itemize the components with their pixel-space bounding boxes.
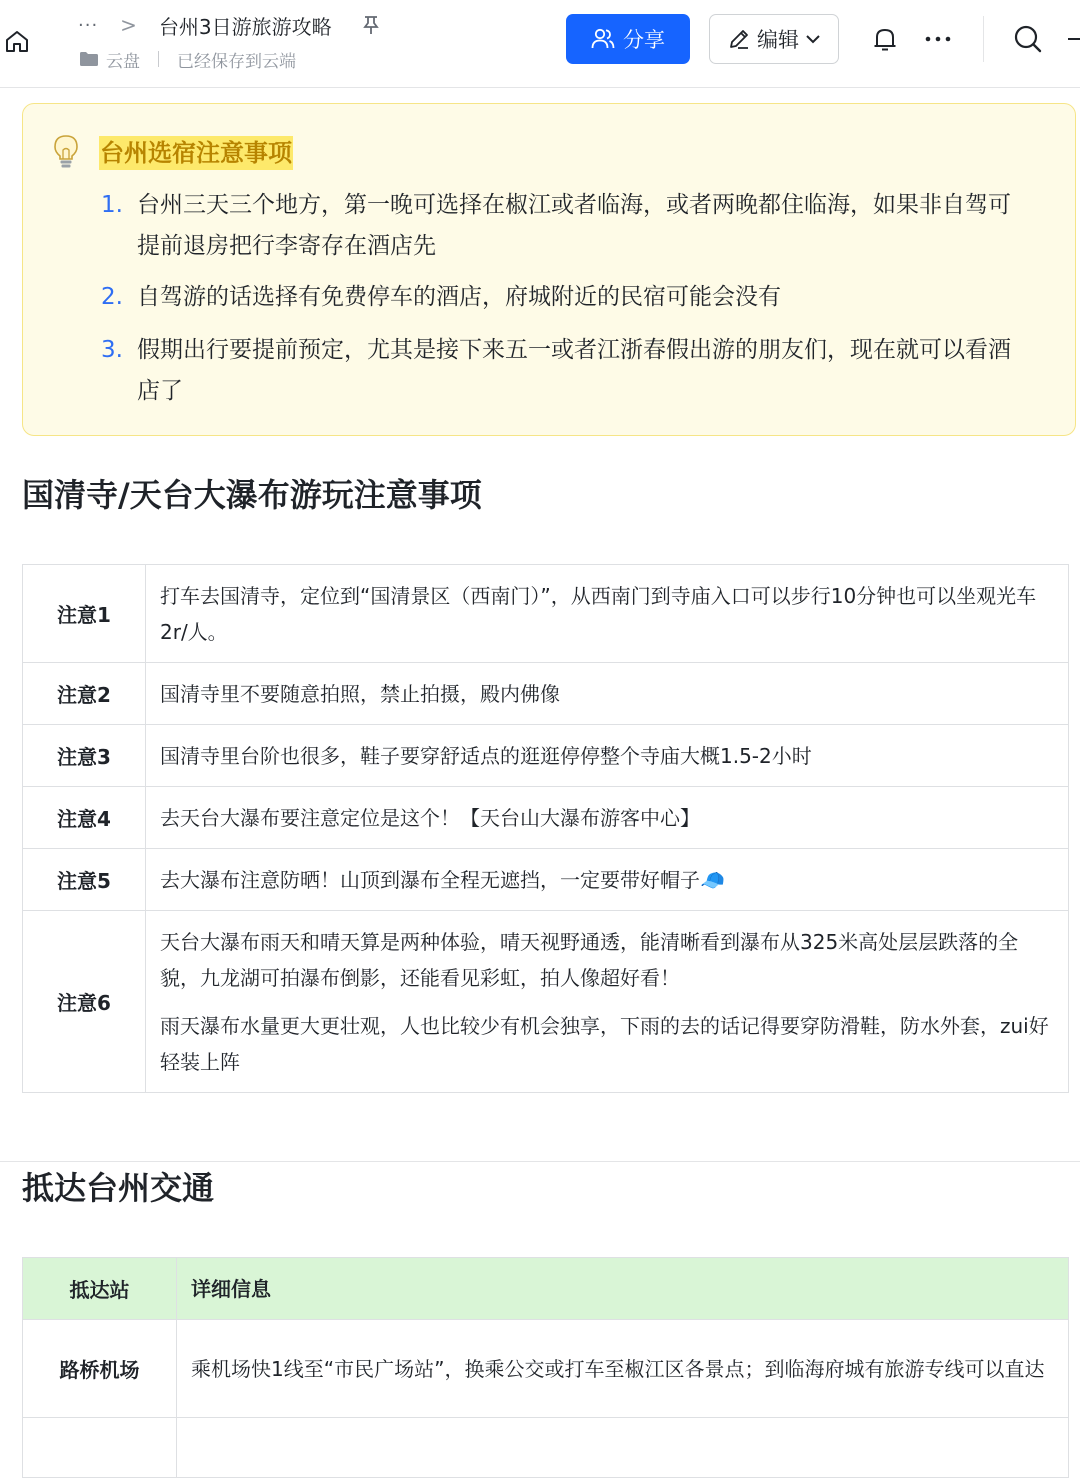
cell-text: 天台大瀑布雨天和晴天算是两种体验，晴天视野通透，能清晰看到瀑布从325米高处层层跌落的全貌，九龙湖可拍瀑布倒影，还能看见彩虹，拍人像超好看！ [160,929,1019,990]
list-number: 1. [101,192,123,218]
edit-mode-button[interactable] [709,14,839,64]
breadcrumb [78,10,382,40]
callout-title: 台州选宿注意事项 [99,136,293,170]
list-item [101,277,1031,318]
table-row [23,663,1069,725]
table-cell-key[interactable]: 注意2 [23,663,146,725]
more-icon[interactable] [922,24,954,54]
section-heading: 国清寺/天台大瀑布游玩注意事项 [22,476,482,514]
table-row [23,787,1069,849]
table-row [23,1320,1069,1418]
table-cell-value[interactable] [146,787,1069,849]
edit-label: 编辑 [757,28,799,52]
column-header[interactable]: 详细信息 [177,1258,1069,1320]
cell-text: 雨天瀑布水量更大更壮观，人也比较少有机会独享，下雨的去的话记得要穿防滑鞋，防水外套，zui好轻装上阵 [160,1013,1049,1074]
table-cell-value[interactable]: 乘机场快1线至“市民广场站”，换乘公交或打车至椒江区各景点；到临海府城有旅游专线可以直达 [177,1320,1069,1418]
cell-text: 国清寺里台阶也很多，鞋子要穿舒适点的逛逛停停整个寺庙大概1.5-2小时 [160,743,812,768]
list-text: 自驾游的话选择有免费停车的酒店，府城附近的民宿可能会没有 [137,284,781,310]
table-cell-key[interactable]: 注意5 [23,849,146,911]
home-icon[interactable] [2,26,32,56]
section-heading: 抵达台州交通 [22,1169,215,1207]
top-bar [0,0,1080,88]
divider [0,1161,1080,1162]
pencil-icon [727,27,751,51]
cell-text: 去大瀑布注意防晒！山顶到瀑布全程无遮挡，一定要带好帽子🧢 [160,867,725,892]
breadcrumb-more-button[interactable]: ··· [78,14,99,36]
table-cell-key[interactable]: 注意1 [23,565,146,663]
doc-title[interactable]: 台州3日游旅游攻略 [158,14,332,39]
divider [983,16,984,62]
table-cell-value[interactable] [146,911,1069,1093]
cell-text: 去天台大瀑布要注意定位是这个！【天台山大瀑布游客中心】 [160,805,700,830]
table-header-row [23,1258,1069,1320]
overflow-edge-icon [1068,38,1080,40]
share-label: 分享 [623,28,665,52]
users-icon [591,28,615,50]
folder-icon [80,52,98,66]
table-cell-key[interactable]: 路桥机场 [23,1320,177,1418]
pin-icon[interactable] [360,14,382,36]
table-cell-value[interactable] [146,565,1069,663]
list-item [101,330,1031,412]
share-button[interactable] [566,14,690,64]
table-row [23,725,1069,787]
table-cell-value[interactable] [146,725,1069,787]
list-item [101,185,1031,267]
list-number: 3. [101,337,123,363]
table-cell-key[interactable]: 注意6 [23,911,146,1093]
table-row [23,911,1069,1093]
callout-block[interactable] [22,103,1076,436]
table-row [23,1418,1069,1478]
list-text: 台州三天三个地方，第一晚可选择在椒江或者临海，或者两晚都住临海，如果非自驾可提前退房把行李寄存在酒店先 [137,192,1011,259]
table-cell-key[interactable] [23,1418,177,1478]
table-cell-value[interactable] [146,663,1069,725]
list-number: 2. [101,284,123,310]
cell-text: 国清寺里不要随意拍照，禁止拍摄，殿内佛像 [160,681,560,706]
doc-location[interactable]: 云盘 [106,51,140,72]
list-text: 假期出行要提前预定，尤其是接下来五一或者江浙春假出游的朋友们，现在就可以看酒店了 [137,337,1011,404]
transport-table [22,1257,1069,1478]
table-cell-value[interactable] [177,1418,1069,1478]
table-cell-value[interactable] [146,849,1069,911]
search-icon[interactable] [1011,22,1045,56]
cell-text: 打车去国清寺，定位到“国清景区（西南门）”，从西南门到寺庙入口可以步行10分钟也可以坐观光车2r/人。 [160,583,1037,644]
column-header[interactable]: 抵达站 [23,1258,177,1320]
divider [158,51,159,67]
save-status: 已经保存到云端 [177,51,296,72]
table-row [23,565,1069,663]
bell-icon[interactable] [870,24,900,54]
table-cell-key[interactable]: 注意4 [23,787,146,849]
chevron-right-icon: > [120,13,137,37]
notes-table [22,564,1069,1093]
doc-location-line [80,46,296,72]
lightbulb-icon [51,134,81,170]
table-cell-key[interactable]: 注意3 [23,725,146,787]
table-row [23,849,1069,911]
chevron-down-icon [805,31,821,47]
